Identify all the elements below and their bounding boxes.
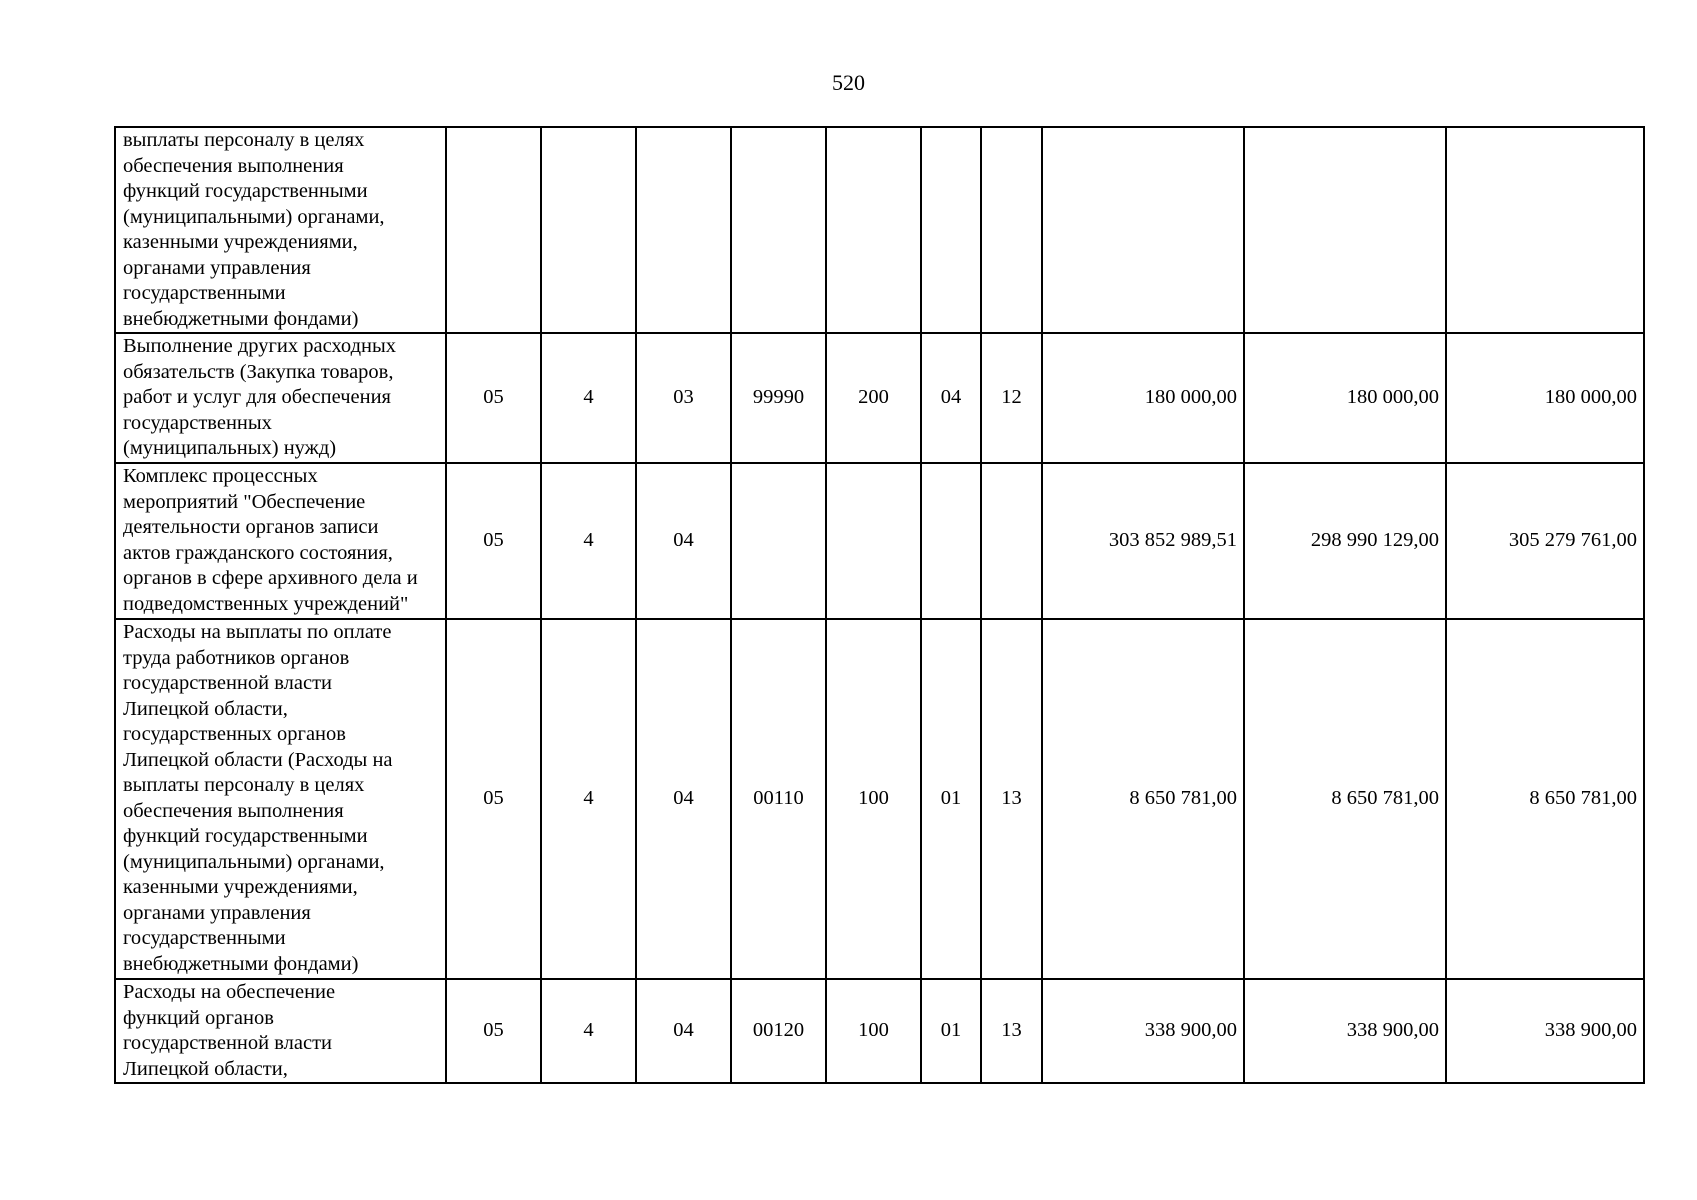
code-section: [921, 463, 981, 619]
code-program: 05: [446, 463, 541, 619]
amount-year-2: 338 900,00: [1244, 979, 1446, 1083]
code-section: 04: [921, 333, 981, 463]
amount-year-2: [1244, 127, 1446, 333]
table-row: [115, 333, 1644, 463]
amount-year-3: 305 279 761,00: [1446, 463, 1644, 619]
code-program: 05: [446, 619, 541, 979]
code-expense-type: 200: [826, 333, 921, 463]
budget-table: [114, 126, 1645, 1084]
amount-year-1: 180 000,00: [1042, 333, 1244, 463]
code-direction: [731, 463, 826, 619]
code-subprogram: 04: [636, 619, 731, 979]
code-subsection: 12: [981, 333, 1042, 463]
code-subprogram: 03: [636, 333, 731, 463]
code-expense-type: [826, 463, 921, 619]
code-type: 4: [541, 333, 636, 463]
row-description: выплаты персоналу в целях обеспечения выполнения функций государственными (муниципальными) органами, казенными учреждениями, органами управления государственными внебюджетными фондами): [115, 127, 446, 333]
code-subsection: 13: [981, 619, 1042, 979]
table-row: [115, 463, 1644, 619]
code-direction: 00110: [731, 619, 826, 979]
code-subprogram: [636, 127, 731, 333]
table-row: [115, 127, 1644, 333]
amount-year-1: 338 900,00: [1042, 979, 1244, 1083]
page-number: 520: [832, 70, 865, 95]
amount-year-3: 180 000,00: [1446, 333, 1644, 463]
code-type: 4: [541, 463, 636, 619]
code-type: 4: [541, 979, 636, 1083]
amount-year-3: 338 900,00: [1446, 979, 1644, 1083]
row-description: Расходы на выплаты по оплате труда работников органов государственной власти Липецкой области, государственных органов Липецкой области (Расходы на выплаты персоналу в целях обеспечения выполнения функций государственными (муниципальными) органами, казенными учреждениями, органами управления государственными внебюджетными фондами): [115, 619, 446, 979]
code-direction: 00120: [731, 979, 826, 1083]
code-subsection: 13: [981, 979, 1042, 1083]
row-description: Комплекс процессных мероприятий "Обеспечение деятельности органов записи актов гражданского состояния, органов в сфере архивного дела и подведомственных учреждений": [115, 463, 446, 619]
code-direction: 99990: [731, 333, 826, 463]
code-subsection: [981, 463, 1042, 619]
code-subsection: [981, 127, 1042, 333]
amount-year-3: [1446, 127, 1644, 333]
code-program: [446, 127, 541, 333]
code-direction: [731, 127, 826, 333]
code-section: 01: [921, 979, 981, 1083]
code-type: [541, 127, 636, 333]
code-type: 4: [541, 619, 636, 979]
code-section: 01: [921, 619, 981, 979]
code-program: 05: [446, 979, 541, 1083]
code-expense-type: [826, 127, 921, 333]
amount-year-2: 8 650 781,00: [1244, 619, 1446, 979]
amount-year-1: 303 852 989,51: [1042, 463, 1244, 619]
amount-year-2: 298 990 129,00: [1244, 463, 1446, 619]
table-row: [115, 619, 1644, 979]
amount-year-3: 8 650 781,00: [1446, 619, 1644, 979]
row-description: Выполнение других расходных обязательств (Закупка товаров, работ и услуг для обеспечения государственных (муниципальных) нужд): [115, 333, 446, 463]
code-expense-type: 100: [826, 619, 921, 979]
amount-year-1: [1042, 127, 1244, 333]
code-section: [921, 127, 981, 333]
code-program: 05: [446, 333, 541, 463]
amount-year-1: 8 650 781,00: [1042, 619, 1244, 979]
code-subprogram: 04: [636, 979, 731, 1083]
code-subprogram: 04: [636, 463, 731, 619]
row-description: Расходы на обеспечение функций органов государственной власти Липецкой области,: [115, 979, 446, 1083]
amount-year-2: 180 000,00: [1244, 333, 1446, 463]
code-expense-type: 100: [826, 979, 921, 1083]
table-row: [115, 979, 1644, 1083]
